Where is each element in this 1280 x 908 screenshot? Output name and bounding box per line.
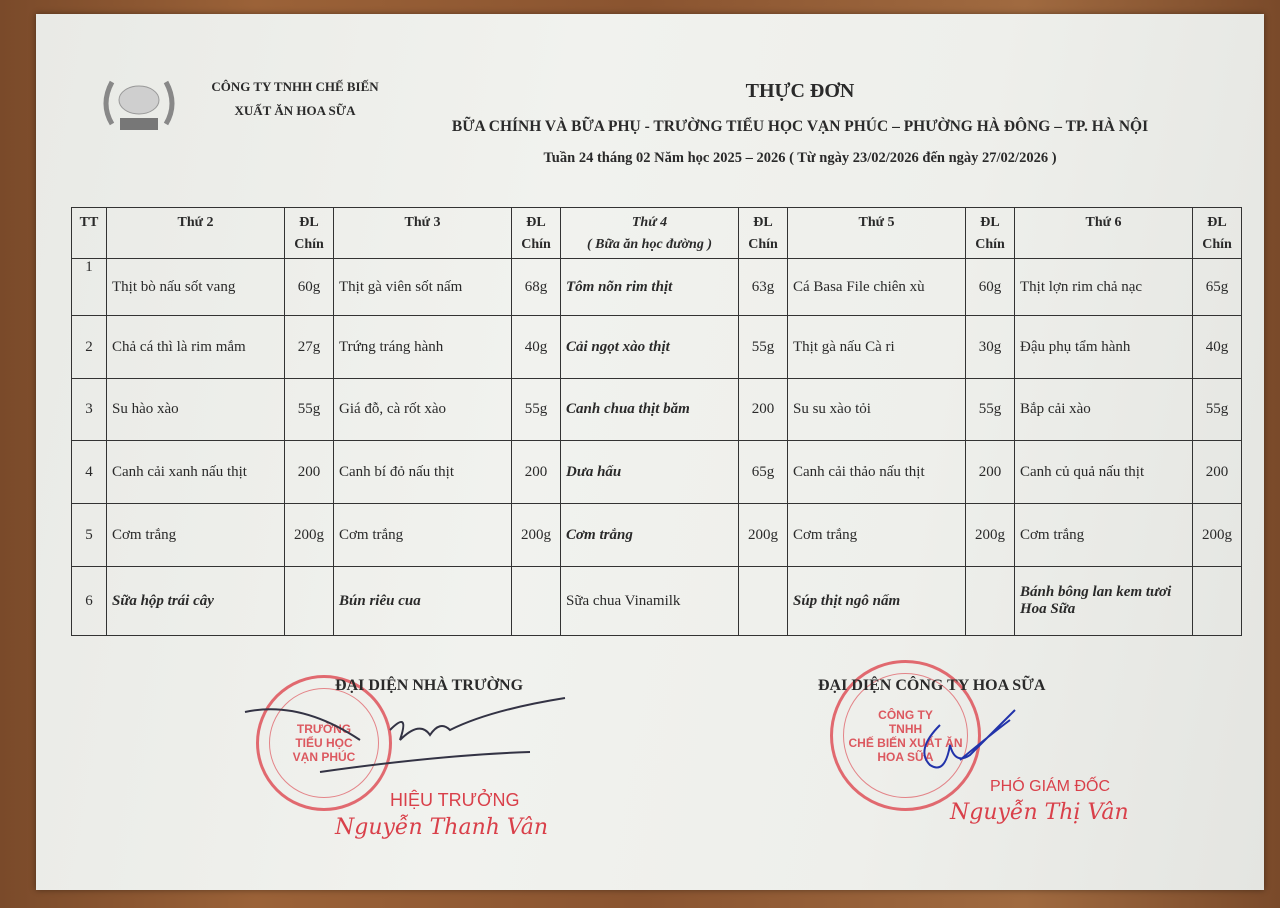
dish-cell: Cơm trắng <box>1015 504 1193 567</box>
dish-cell: Thịt bò nấu sốt vang <box>107 259 285 316</box>
weight-cell: 30g <box>966 316 1015 379</box>
company-role: PHÓ GIÁM ĐỐC <box>990 778 1111 795</box>
company-signer-name: Nguyễn Thị Vân <box>950 800 1129 825</box>
weight-cell: 200 <box>285 441 334 504</box>
weight-cell: 60g <box>285 259 334 316</box>
weight-cell: 200 <box>739 379 788 441</box>
company-name <box>200 75 390 123</box>
dish-cell: Súp thịt ngô nấm <box>788 567 966 636</box>
weight-cell: 200 <box>512 441 561 504</box>
menu-table <box>71 207 1242 636</box>
dish-cell: Đậu phụ tẩm hành <box>1015 316 1193 379</box>
weight-cell: 65g <box>1193 259 1242 316</box>
dish-cell: Cơm trắng <box>334 504 512 567</box>
dish-cell: Tôm nõn rim thịt <box>561 259 739 316</box>
table-row <box>72 504 1242 567</box>
school-role: HIỆU TRƯỞNG <box>390 790 520 810</box>
school-signer-name: Nguyễn Thanh Vân <box>335 815 549 840</box>
dish-cell: Thịt lợn rim chả nạc <box>1015 259 1193 316</box>
table-row <box>72 379 1242 441</box>
dish-cell: Cá Basa File chiên xù <box>788 259 966 316</box>
company-logo <box>98 74 180 136</box>
weight-cell: 200g <box>285 504 334 567</box>
weight-cell: 40g <box>1193 316 1242 379</box>
header-tt: TT <box>72 208 107 259</box>
row-number: 4 <box>72 441 107 504</box>
dish-cell: Cải ngọt xào thịt <box>561 316 739 379</box>
school-signature <box>240 690 570 780</box>
school-sign-heading: ĐẠI DIỆN NHÀ TRƯỜNG <box>335 677 524 694</box>
weight-cell: 200g <box>1193 504 1242 567</box>
header-dl: ĐL Chín <box>512 208 561 259</box>
weight-cell: 65g <box>739 441 788 504</box>
weight-cell: 63g <box>739 259 788 316</box>
weight-cell: 68g <box>512 259 561 316</box>
header-day-note: ( Bữa ăn học đường ) <box>586 237 713 252</box>
menu-week: Tuần 24 tháng 02 Năm học 2025 – 2026 ( Từ ngày 23/02/2026 đến ngày 27/02/2026 ) <box>543 150 1057 166</box>
weight-cell: 200 <box>1193 441 1242 504</box>
dish-cell: Dưa hấu <box>561 441 739 504</box>
weight-cell <box>512 567 561 636</box>
stamp-text: TNHH <box>888 721 923 736</box>
weight-cell <box>285 567 334 636</box>
header-day <box>788 208 966 259</box>
stamp-text: HOA SỮA <box>877 749 934 764</box>
weight-cell: 200g <box>966 504 1015 567</box>
company-line1: CÔNG TY TNHH CHẾ BIẾN <box>211 79 379 94</box>
dish-cell: Cơm trắng <box>107 504 285 567</box>
dish-cell: Chả cá thì là rim mắm <box>107 316 285 379</box>
dish-cell: Cơm trắng <box>788 504 966 567</box>
dish-cell: Su su xào tỏi <box>788 379 966 441</box>
header-dl: ĐL Chín <box>285 208 334 259</box>
dish-cell: Bún riêu cua <box>334 567 512 636</box>
header-dl: ĐL Chín <box>1193 208 1242 259</box>
stamp-text: TRƯỜNG <box>296 722 352 736</box>
stamp-text: VẠN PHÚC <box>292 750 356 764</box>
stamp-text: CÔNG TY <box>878 707 933 722</box>
weight-cell <box>1193 567 1242 636</box>
weight-cell: 200g <box>512 504 561 567</box>
weight-cell <box>739 567 788 636</box>
header-dl: ĐL Chín <box>739 208 788 259</box>
dish-cell: Cơm trắng <box>561 504 739 567</box>
weight-cell <box>966 567 1015 636</box>
header-day <box>107 208 285 259</box>
header-day-label: Thứ 5 <box>858 215 895 230</box>
dish-cell: Thịt gà nấu Cà ri <box>788 316 966 379</box>
weight-cell: 55g <box>966 379 1015 441</box>
company-signature <box>900 705 1030 780</box>
row-number: 1 <box>72 259 107 316</box>
table-row <box>72 259 1242 316</box>
weight-cell: 40g <box>512 316 561 379</box>
company-line2: XUẤT ĂN HOA SỮA <box>234 103 356 118</box>
dish-cell: Canh bí đỏ nấu thịt <box>334 441 512 504</box>
row-number: 2 <box>72 316 107 379</box>
dish-cell: Canh chua thịt băm <box>561 379 739 441</box>
weight-cell: 200 <box>966 441 1015 504</box>
page-title: THỰC ĐƠN <box>745 80 855 102</box>
dish-cell: Giá đỗ, cà rốt xào <box>334 379 512 441</box>
row-number: 5 <box>72 504 107 567</box>
header-day-label: Thứ 3 <box>404 215 441 230</box>
company-sign-heading: ĐẠI DIỆN CÔNG TY HOA SỮA <box>818 677 1046 694</box>
dish-cell: Canh cải xanh nấu thịt <box>107 441 285 504</box>
header-day <box>561 208 739 259</box>
weight-cell: 55g <box>512 379 561 441</box>
dish-cell: Canh củ quả nấu thịt <box>1015 441 1193 504</box>
header-day-label: Thứ 2 <box>177 215 214 230</box>
weight-cell: 200g <box>739 504 788 567</box>
row-number: 3 <box>72 379 107 441</box>
header-day-label: Thứ 4 <box>631 215 668 230</box>
table-row <box>72 567 1242 636</box>
table-row <box>72 441 1242 504</box>
header-dl: ĐL Chín <box>966 208 1015 259</box>
row-number: 6 <box>72 567 107 636</box>
menu-subtitle: BỮA CHÍNH VÀ BỮA PHỤ - TRƯỜNG TIỂU HỌC VẠN PHÚC – PHƯỜNG HÀ ĐÔNG – TP. HÀ NỘI <box>451 118 1149 135</box>
dish-cell: Su hào xào <box>107 379 285 441</box>
dish-cell: Bắp cải xào <box>1015 379 1193 441</box>
dish-cell: Trứng tráng hành <box>334 316 512 379</box>
dish-cell: Bánh bông lan kem tươi Hoa Sữa <box>1015 567 1193 636</box>
weight-cell: 60g <box>966 259 1015 316</box>
dish-cell: Sữa hộp trái cây <box>107 567 285 636</box>
weight-cell: 55g <box>739 316 788 379</box>
weight-cell: 55g <box>285 379 334 441</box>
header-day <box>334 208 512 259</box>
weight-cell: 55g <box>1193 379 1242 441</box>
table-row <box>72 316 1242 379</box>
dish-cell: Sữa chua Vinamilk <box>561 567 739 636</box>
stamp-text: TIỂU HỌC <box>295 736 353 750</box>
dish-cell: Thịt gà viên sốt nấm <box>334 259 512 316</box>
header-day <box>1015 208 1193 259</box>
stamp-text: CHẾ BIẾN XUẤT ĂN <box>848 735 963 750</box>
dish-cell: Canh cải thảo nấu thịt <box>788 441 966 504</box>
weight-cell: 27g <box>285 316 334 379</box>
header-day-label: Thứ 6 <box>1085 215 1122 230</box>
